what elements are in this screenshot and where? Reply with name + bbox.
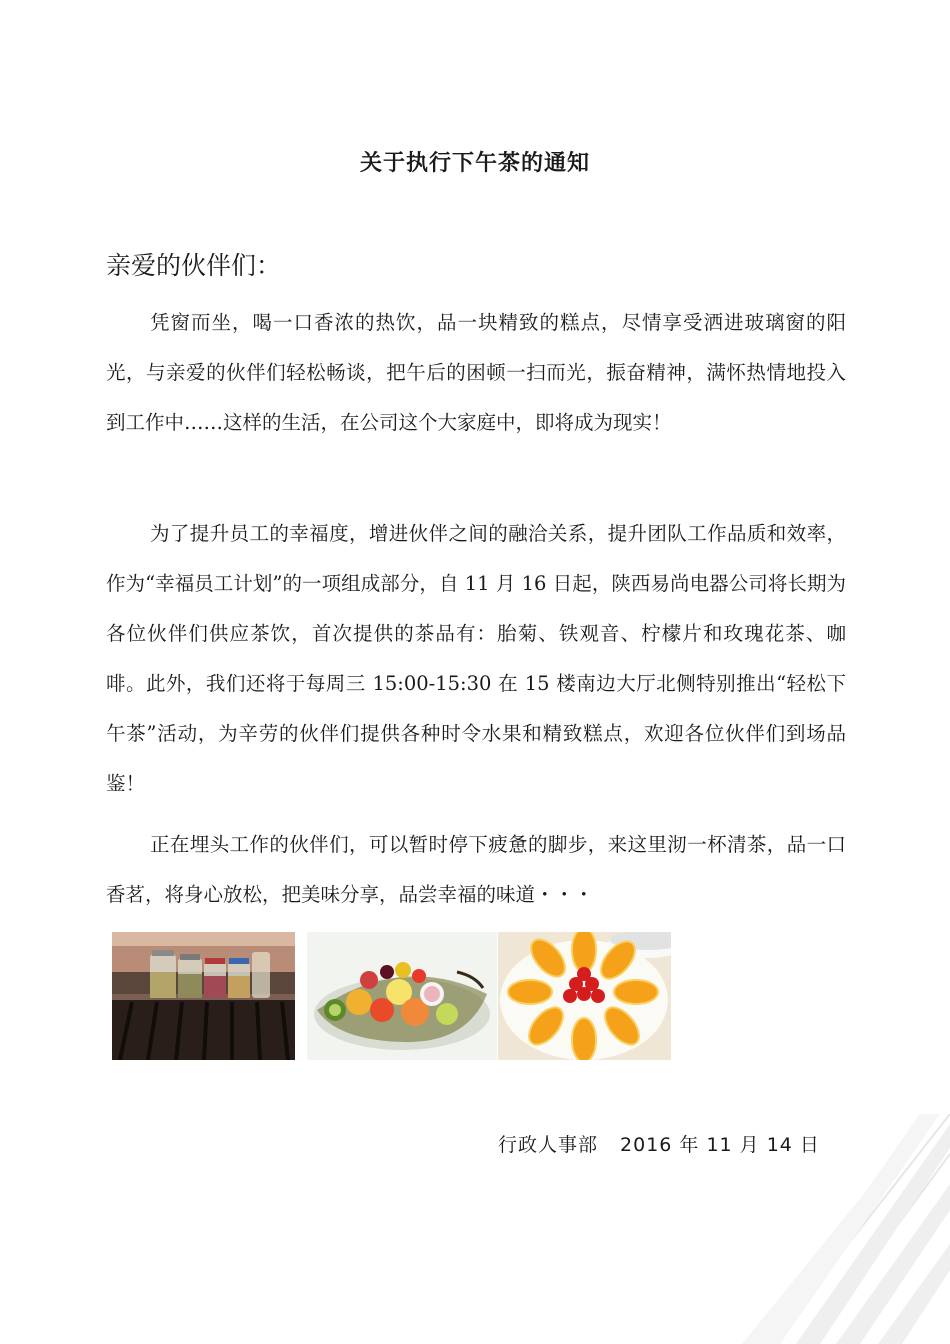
- greeting: 亲爱的伙伴们：: [106, 251, 282, 280]
- tea-jars-photo: [112, 932, 295, 1060]
- signature-date: 2016 年 11 月 14 日: [620, 1134, 820, 1156]
- photo-strip: [112, 932, 672, 1060]
- paragraph-intro: 凭窗而坐，喝一口香浓的热饮，品一块精致的糕点，尽情享受洒进玻璃窗的阳光，与亲爱的伙伴们轻松畅谈，把午后的困顿一扫而光，振奋精神，满怀热情地投入到工作中……这样的生活，在公司这个大家庭中，即将成为现实！: [106, 311, 846, 434]
- document-title: 关于执行下午茶的通知: [359, 151, 590, 176]
- orange-slices-photo: [498, 932, 671, 1060]
- paragraph-details: 为了提升员工的幸福度，增进伙伴之间的融洽关系，提升团队工作品质和效率，作为“幸福员工计划”的一项组成部分，自 11 月 16 日起，陕西易尚电器公司将长期为各位伙伴们供应茶饮，首次提供的茶品有：胎菊、铁观音、柠檬片和玫瑰花茶、咖啡。此外，我们还将于每周三 15:00-15:30 在 15 楼南边大厅北侧特别推出“轻松下午茶”活动，为辛劳的伙伴们提供各种时令水果和精致糕点，欢迎各位伙伴们到场品鉴！: [106, 522, 846, 795]
- fruit-platter-photo: [307, 932, 497, 1060]
- department-name: 行政人事部: [498, 1134, 599, 1156]
- paragraph-closing: 正在埋头工作的伙伴们，可以暂时停下疲惫的脚步，来这里沏一杯清茶，品一口香茗，将身心放松，把美味分享，品尝幸福的味道・・・: [106, 833, 846, 906]
- corner-stripes-decoration: [530, 1114, 950, 1344]
